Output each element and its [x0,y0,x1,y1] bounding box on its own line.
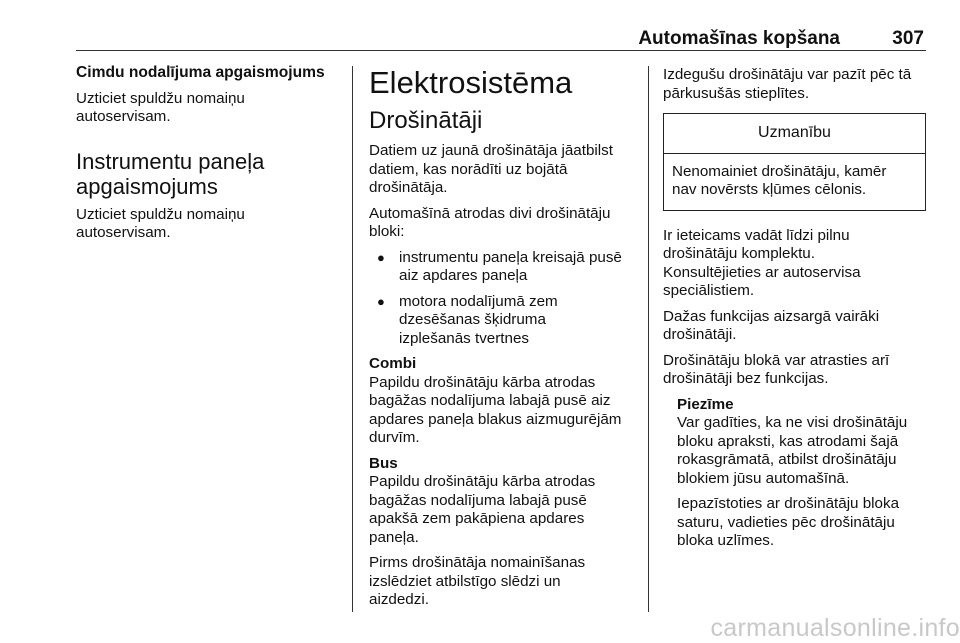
glovebox-lighting-text: Uzticiet spuldžu nomaiņu autoservisam. [76,89,245,125]
column-divider-right [648,66,649,612]
right-column [663,66,926,558]
header-rule [76,50,926,51]
caution-title: Uzmanību [664,114,925,154]
unused-fuses-text: Drošinātāju blokā var atrasties arī drošinātāji bez funkcijas. [663,351,890,387]
middle-column [369,66,644,617]
list-item-text: motora nodalījumā zem dzesēšanas šķidruma izplešanās tvertnes [399,292,558,347]
section-title: Elektrosistēma [369,65,573,100]
list-item-text: instrumentu paneļa kreisajā pusē aiz apdares paneļa [399,248,622,284]
replacement-instruction-text: Pirms drošinātāja nomainīšanas izslēdziet atbilstīgo slēdzi un aizdedzi. [369,554,586,608]
note-block [663,396,926,551]
combi-label: Combi [369,355,417,372]
note-text-2: Iepazīstoties ar drošinātāju bloka saturu, vadieties pēc drošinātāju bloka uzlīmes. [677,495,900,549]
left-column [76,64,346,250]
note-text-1: Var gadīties, ka ne visi drošinātāju bloku apraksti, kas atrodami šajā rokasgrāmatā, atbilst drošinātāju blokiem jūsu automašīnā. [677,414,908,487]
page-number: 307 [892,28,924,49]
bus-label: Bus [369,454,398,472]
running-header-title: Automašīnas kopšana [638,28,840,49]
bullet-icon: ● [377,293,385,309]
caution-box [663,113,926,211]
caution-text: Nenomainiet drošinātāju, kamēr nav novērsts kļūmes cēlonis. [672,162,887,198]
fuse-blocks-text: Automašīnā atrodas divi drošinātāju bloki: [369,204,611,240]
spare-fuses-text: Ir ieteicams vadāt līdzi pilnu drošinātāju komplektu. Konsultējieties ar autoservisa speciālistiem. [663,226,861,299]
fuse-block-list [369,249,644,349]
glovebox-lighting-heading: Cimdu nodalījuma apgaismojums [76,64,325,81]
bullet-icon: ● [377,249,385,265]
bus-text: Papildu drošinātāju kārba atrodas bagāžas nodalījuma labajā pusē apakšā zem pakāpiena apdares paneļa. [369,473,596,546]
multiple-fuses-text: Dažas funkcijas aizsargā vairāki drošinātāji. [663,307,880,343]
subsection-title: Drošinātāji [369,107,483,134]
combi-text: Papildu drošinātāju kārba atrodas bagāžas nodalījuma labajā pusē aiz apdares paneļa blakus aizmugurējām durvīm. [369,373,622,446]
column-divider-left [352,66,353,612]
blown-fuse-text: Izdegušu drošinātāju var pazīt pēc tā pārkusušās stieplītes. [663,66,912,102]
instrument-panel-lighting-text: Uzticiet spuldžu nomaiņu autoservisam. [76,205,245,241]
list-item [369,293,644,349]
watermark: carmanualsonline.info [710,614,960,642]
note-label: Piezīme [677,395,734,413]
fuse-intro-text: Datiem uz jaunā drošinātāja jāatbilst datiem, kas norādīti uz bojātā drošinātāja. [369,142,613,196]
list-item [369,249,644,286]
instrument-panel-lighting-heading: Instrumentu paneļa apgaismojums [76,148,265,199]
